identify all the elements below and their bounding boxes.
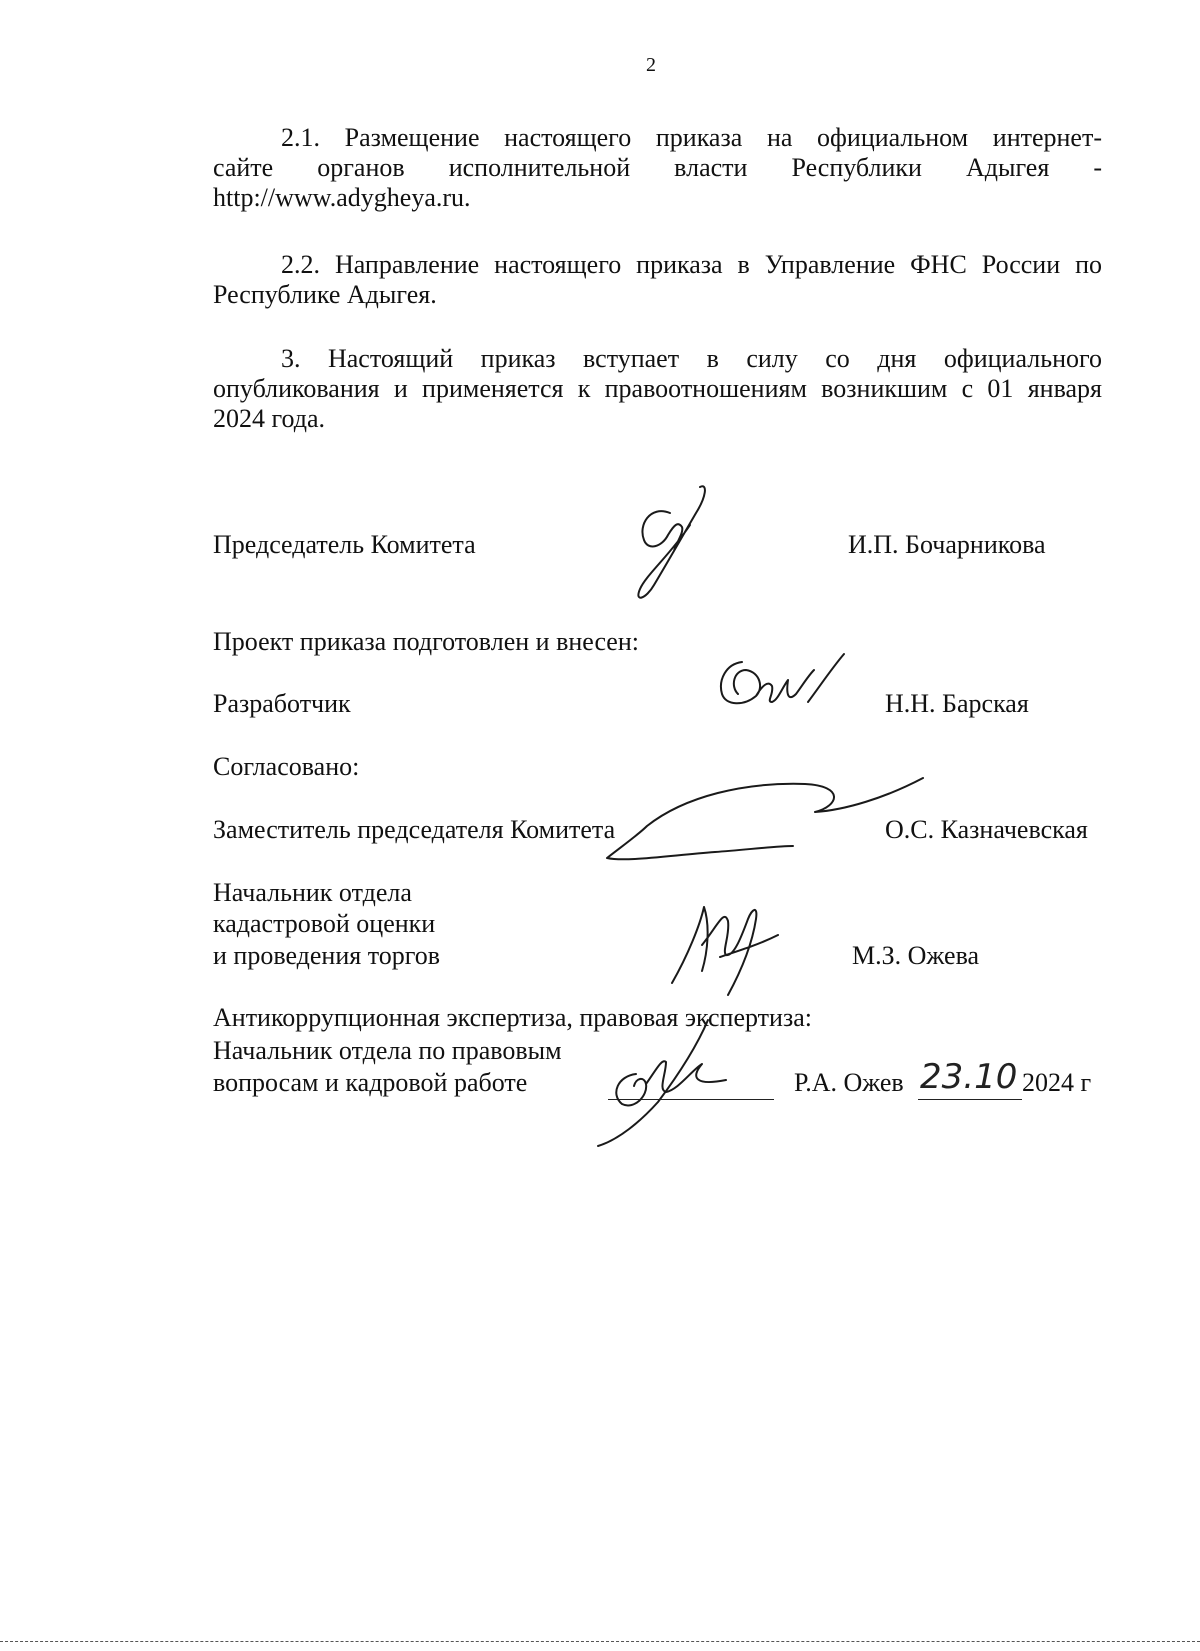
paragraph-2-1-line-1: 2.1. Размещение настоящего приказа на официальном интернет- <box>281 123 1102 152</box>
developer-signature <box>716 650 856 730</box>
head-name: М.З. Ожева <box>852 941 980 970</box>
expertise-position-line-2: вопросам и кадровой работе <box>213 1068 528 1097</box>
expertise-heading: Антикоррупционная экспертиза, правовая экспертиза: <box>213 1003 812 1032</box>
chairman-position: Председатель Комитета <box>213 530 476 559</box>
page-number: 2 <box>646 54 656 76</box>
paragraph-2-1-line-3: http://www.adygheya.ru. <box>213 183 471 212</box>
paragraph-3 <box>213 344 1102 434</box>
developer-position: Разработчик <box>213 689 351 718</box>
deputy-position: Заместитель председателя Комитета <box>213 815 616 844</box>
paragraph-2-2-line-2: Республике Адыгея. <box>213 280 437 309</box>
head-position-line-3: и проведения торгов <box>213 941 441 970</box>
expertise-name: Р.А. Ожев <box>794 1068 904 1097</box>
date-suffix: 2024 г <box>1022 1068 1092 1097</box>
paragraph-2-2 <box>213 250 1102 310</box>
deputy-name: О.С. Казначевская <box>885 815 1088 844</box>
paragraph-3-line-2: опубликования и применяется к правоотношениям возникшим с 01 января <box>213 374 1102 403</box>
expertise-position-line-1: Начальник отдела по правовым <box>213 1036 562 1065</box>
paragraph-2-1-line-2: сайте органов исполнительной власти Республики Адыгея - <box>213 153 1102 182</box>
handwritten-date: 23.10 <box>920 1057 1018 1097</box>
head-position-line-2: кадастровой оценки <box>213 909 436 938</box>
paragraph-3-line-1: 3. Настоящий приказ вступает в силу со дня официального <box>281 344 1102 373</box>
head-signature <box>668 895 783 1005</box>
prepared-heading: Проект приказа подготовлен и внесен: <box>213 627 639 656</box>
paragraph-2-2-line-1: 2.2. Направление настоящего приказа в Управление ФНС России по <box>281 250 1102 279</box>
chairman-signature <box>630 485 730 610</box>
chairman-name: И.П. Бочарникова <box>848 530 1046 559</box>
scan-edge-line <box>0 1641 1200 1642</box>
expertise-signature <box>596 1018 756 1148</box>
paragraph-3-line-3: 2024 года. <box>213 404 326 433</box>
head-position-line-1: Начальник отдела <box>213 878 412 907</box>
paragraph-2-1 <box>213 123 1102 213</box>
date-underline <box>918 1099 1022 1100</box>
developer-name: Н.Н. Барская <box>885 689 1029 718</box>
agreed-heading: Согласовано: <box>213 752 360 781</box>
